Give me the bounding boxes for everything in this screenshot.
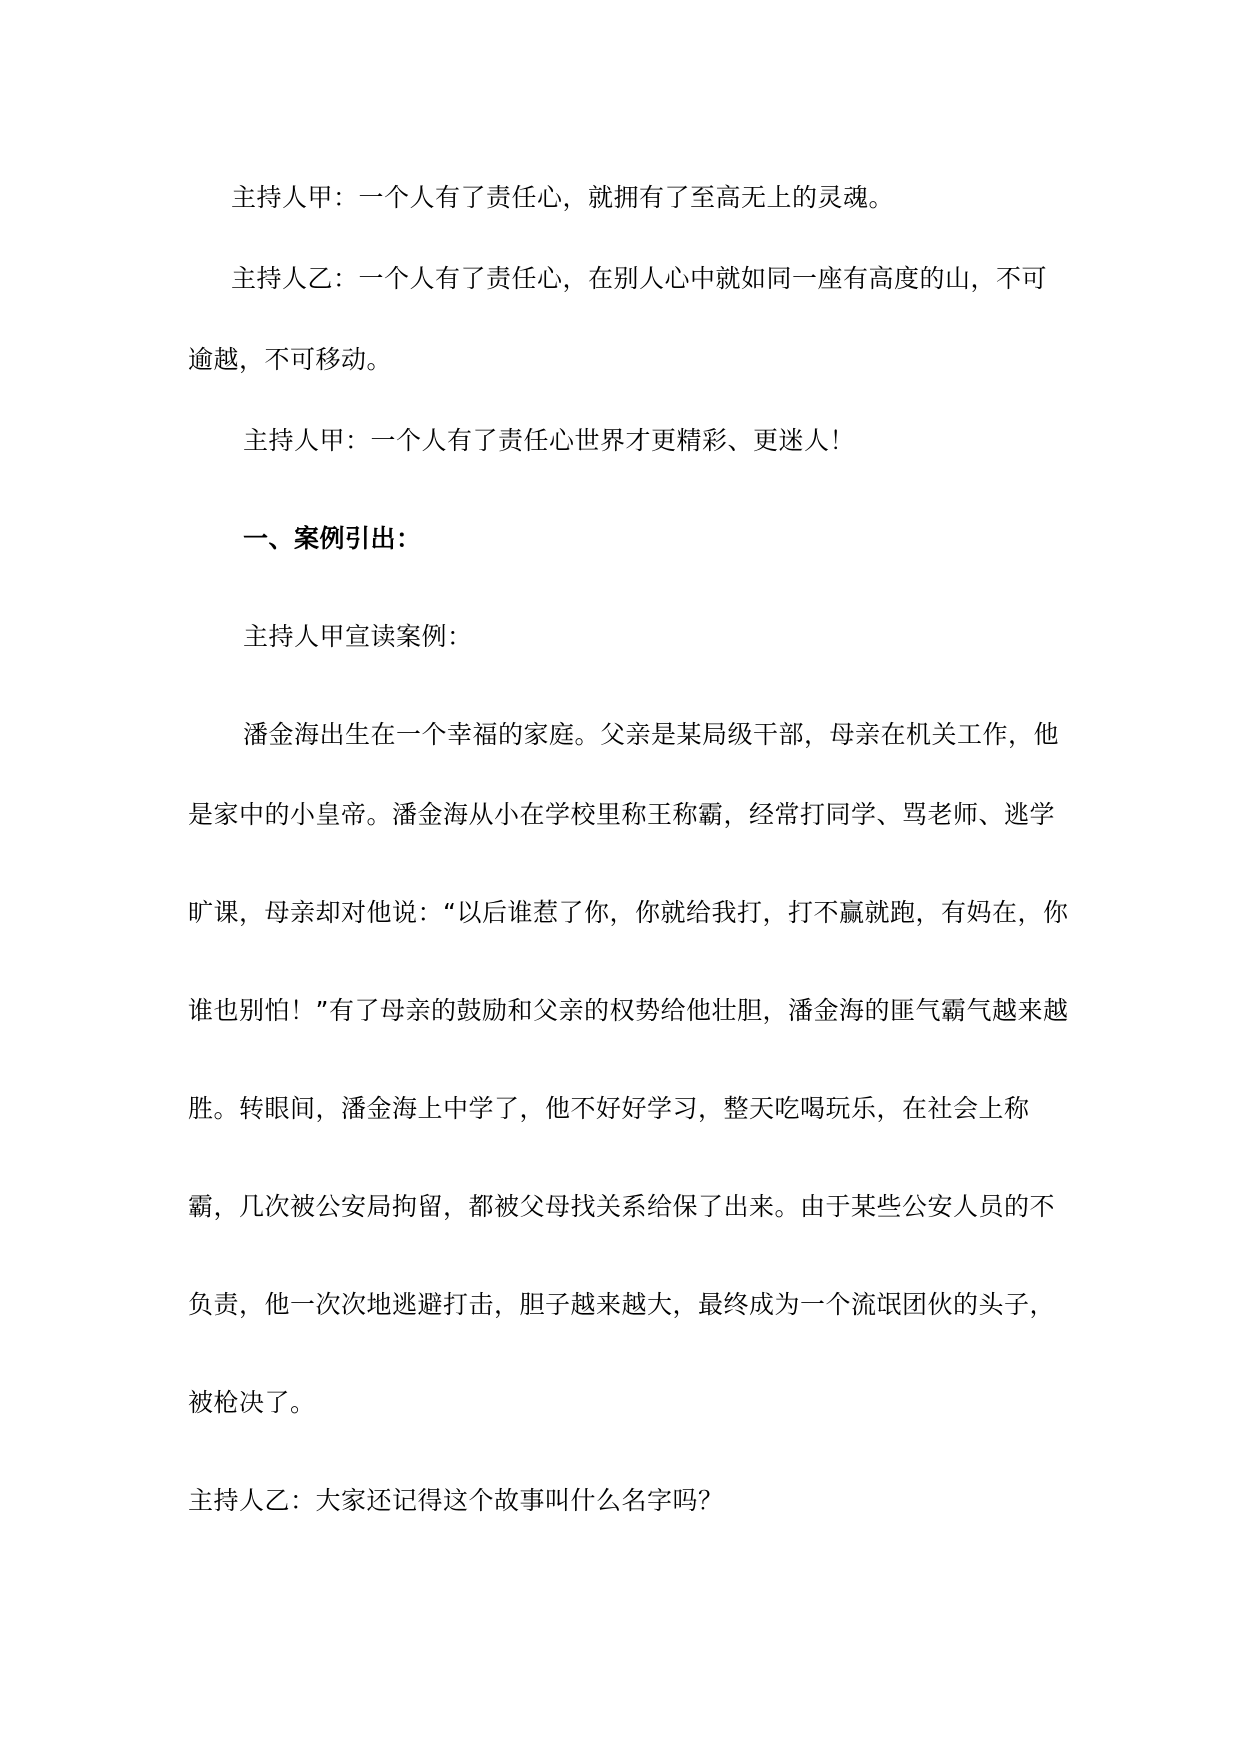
story-line-2: 是家中的小皇帝。潘金海从小在学校里称王称霸，经常打同学、骂老师、逃学 [188, 800, 1056, 829]
host-b-line-1: 主持人乙：一个人有了责任心，在别人心中就如同一座有高度的山，不可 [231, 264, 1048, 293]
story-line-8: 被枪决了。 [188, 1388, 316, 1417]
story-line-1: 潘金海出生在一个幸福的家庭。父亲是某局级干部，母亲在机关工作，他 [243, 720, 1060, 749]
host-a-line-1: 主持人甲：一个人有了责任心，就拥有了至高无上的灵魂。 [231, 183, 895, 212]
story-line-4: 谁也别怕！”有了母亲的鼓励和父亲的权势给他壮胆，潘金海的匪气霸气越来越 [188, 996, 1069, 1025]
section-heading: 一、案例引出： [243, 524, 422, 553]
story-line-5: 胜。转眼间，潘金海上中学了，他不好好学习，整天吃喝玩乐，在社会上称 [188, 1094, 1030, 1123]
host-a-line-2: 主持人甲：一个人有了责任心世界才更精彩、更迷人！ [243, 426, 856, 455]
host-b-line-2: 逾越，不可移动。 [188, 345, 393, 374]
story-line-3: 旷课，母亲却对他说：“以后谁惹了你，你就给我打，打不赢就跑，有妈在，你 [188, 898, 1069, 927]
host-b-question: 主持人乙：大家还记得这个故事叫什么名字吗？ [188, 1486, 724, 1515]
case-intro: 主持人甲宣读案例： [243, 622, 473, 651]
story-line-7: 负责，他一次次地逃避打击，胆子越来越大，最终成为一个流氓团伙的头子， [188, 1290, 1056, 1319]
story-line-6: 霸，几次被公安局拘留，都被父母找关系给保了出来。由于某些公安人员的不 [188, 1192, 1056, 1221]
